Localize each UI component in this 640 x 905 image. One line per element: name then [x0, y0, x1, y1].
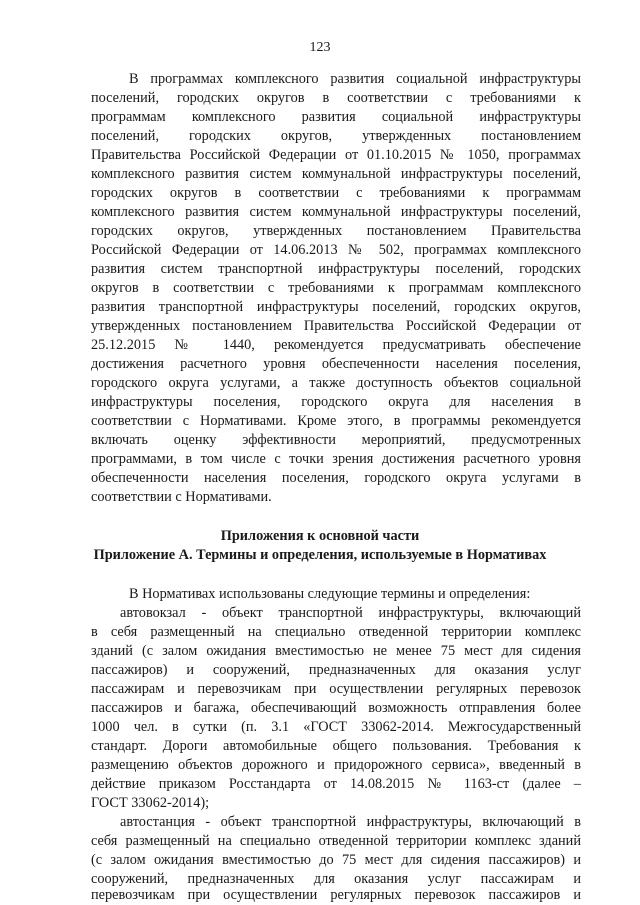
- text-line: городского округа услугами, а также доступность объектов социальной: [91, 375, 581, 391]
- text-line: поселений, городских округов в соответствии с требованиями к: [91, 90, 581, 106]
- text-line: достижения расчетного уровня обеспеченности населения поселения,: [91, 356, 581, 372]
- text-line: программами, в том числе с точки зрения достижения расчетного уровня: [91, 451, 581, 467]
- text-line: стандарт. Дороги автомобильные общего пользования. Требования к: [91, 738, 581, 754]
- text-line: (с залом ожидания вместимостью до 75 мест для сидения пассажиров) и: [91, 852, 581, 868]
- text-line: округов в соответствии с требованиями к программам комплексного: [91, 280, 581, 296]
- text-line: себя размещенный на специально отведенной территории комплекс зданий: [91, 833, 581, 849]
- text-line: зданий (с залом ожидания вместимостью не менее 75 мест для сидения: [91, 643, 581, 659]
- text-line: развития транспортной инфраструктуры поселений, городских округов,: [91, 299, 581, 315]
- text-line: автостанция - объект транспортной инфраструктуры, включающий в: [120, 814, 581, 830]
- page-number: 123: [309, 40, 331, 55]
- text-line: действие приказом Росстандарта от 14.08.2015 № 1163-ст (далее –: [91, 776, 581, 792]
- appendix-heading: Приложение А. Термины и определения, используемые в Нормативах: [93, 547, 547, 563]
- text-line: включать оценку эффективности мероприятий, предусмотренных: [91, 432, 581, 448]
- text-line: программам комплексного развития социальной инфраструктуры: [91, 109, 581, 125]
- text-line: городских округов, утвержденных постановлением Правительства: [91, 223, 581, 239]
- text-line: поселений, городских округов, утвержденных постановлением: [91, 128, 581, 144]
- text-line: Правительства Российской Федерации от 01.10.2015 № 1050, программах: [91, 147, 581, 163]
- text-line: обеспеченности населения поселения, городского округа услугами в: [91, 470, 581, 486]
- text-line: пассажирам и перевозчикам при осуществлении регулярных перевозок: [91, 681, 581, 697]
- text-line: развития систем транспортной инфраструктуры поселений, городских: [91, 261, 581, 277]
- text-line: Российской Федерации от 14.06.2013 № 502, программах комплексного: [91, 242, 581, 258]
- text-line: соответствии с Нормативами. Кроме этого, в программы рекомендуется: [91, 413, 581, 429]
- text-line: 25.12.2015 № 1440, рекомендуется предусматривать обеспечение: [91, 337, 581, 353]
- text-line: пассажиров) и сооружений, предназначенных для оказания услуг: [91, 662, 581, 678]
- text-line: ГОСТ 33062-2014);: [91, 795, 210, 811]
- text-line: В программах комплексного развития социальной инфраструктуры: [129, 71, 581, 87]
- text-line: перевозчикам при осуществлении регулярных перевозок пассажиров и: [91, 887, 581, 903]
- text-line: автовокзал - объект транспортной инфраструктуры, включающий: [120, 605, 581, 621]
- text-line: сооружений, предназначенных для оказания услуг пассажирам и: [91, 871, 581, 887]
- text-line: соответствии с Нормативами.: [91, 489, 272, 505]
- text-line: пассажиров и багажа, обеспечивающий возможность отправления более: [91, 700, 581, 716]
- text-line: комплексного развития систем коммунальной инфраструктуры поселений,: [91, 166, 581, 182]
- text-line: городских округов в соответствии с требованиями к программам: [91, 185, 581, 201]
- text-line: комплексного развития систем коммунальной инфраструктуры поселений,: [91, 204, 581, 220]
- text-line: размещению объектов дорожного и придорожного сервиса», введенный в: [91, 757, 581, 773]
- text-line: 1000 чел. в сутки (п. 3.1 «ГОСТ 33062-2014. Межгосударственный: [91, 719, 581, 735]
- text-line: в себя размещенный на специально отведенной территории комплекс: [91, 624, 581, 640]
- text-line: утвержденных постановлением Правительства Российской Федерации от: [91, 318, 581, 334]
- text-line: инфраструктуры поселения, городского округа для населения в: [91, 394, 581, 410]
- section-heading: Приложения к основной части: [220, 528, 420, 544]
- terms-intro: В Нормативах использованы следующие термины и определения:: [129, 586, 531, 602]
